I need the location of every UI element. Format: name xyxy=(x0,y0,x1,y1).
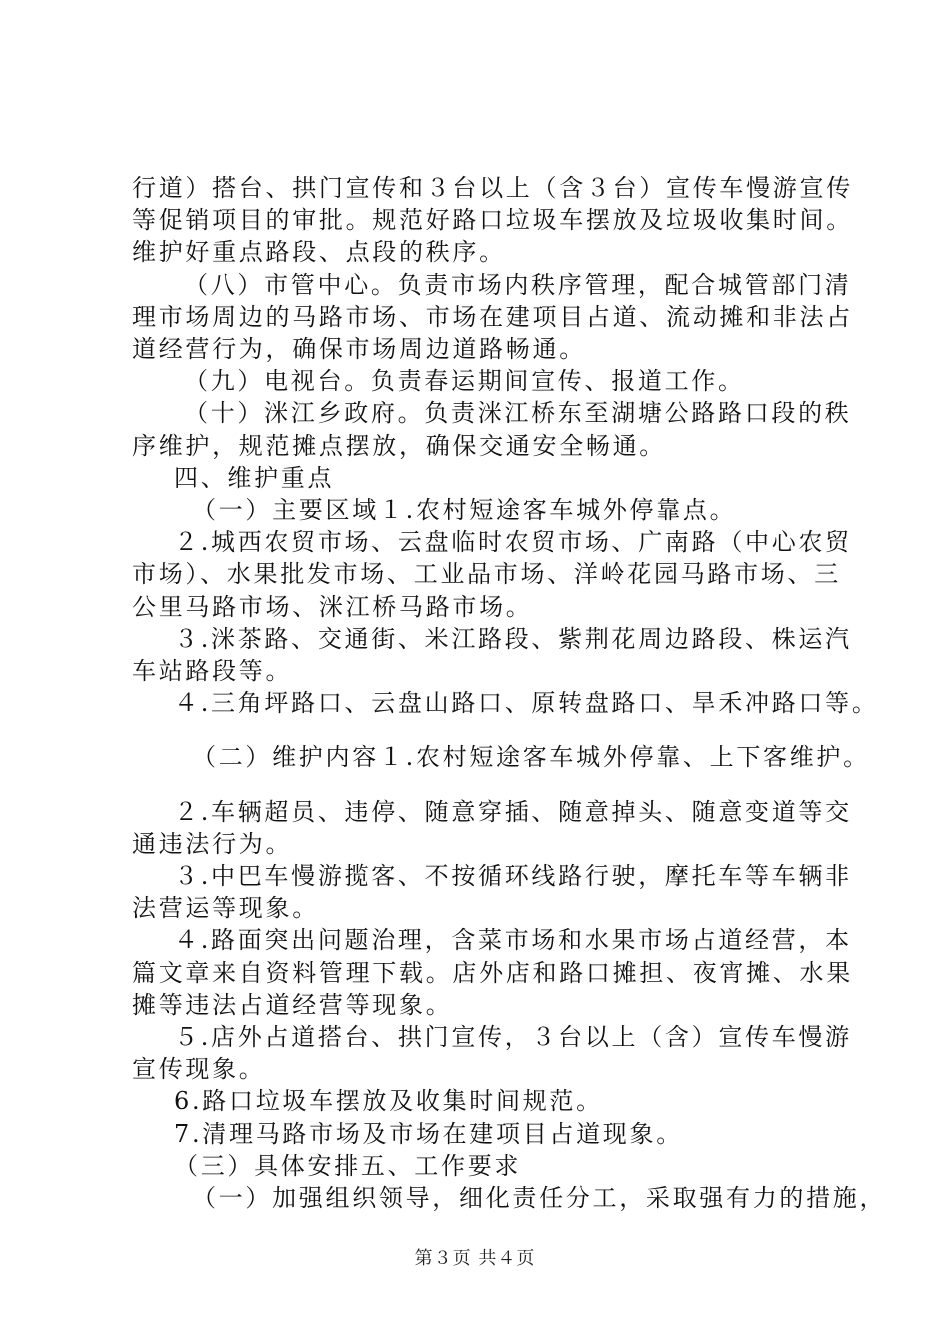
text-line: ２.车辆超员、违停、随意穿插、随意掉头、随意变道等交 xyxy=(174,797,852,826)
text-line: ４.三角坪路口、云盘山路口、原转盘路口、旱禾冲路口等。 xyxy=(174,689,879,718)
text-line: 法营运等现象。 xyxy=(132,894,319,923)
text-line: ２.城西农贸市场、云盘临时农贸市场、广南路（中心农贸 xyxy=(174,528,852,557)
text-line: 篇文章来自资料管理下载。店外店和路口摊担、夜宵摊、水果 xyxy=(132,958,853,987)
text-line: 道经营行为，确保市场周边道路畅通。 xyxy=(132,335,586,364)
text-line: 维护好重点路段、点段的秩序。 xyxy=(132,238,506,267)
text-line: 6.路口垃圾车摆放及收集时间规范。 xyxy=(174,1087,603,1116)
text-line: 7.清理马路市场及市场在建项目占道现象。 xyxy=(174,1119,683,1148)
text-line: （九）电视台。负责春运期间宣传、报道工作。 xyxy=(184,367,745,396)
text-line: ５.店外占道搭台、拱门宣传，３台以上（含）宣传车慢游 xyxy=(174,1023,852,1052)
text-line: 车站路段等。 xyxy=(132,657,293,686)
text-line: （一）主要区域１.农村短途客车城外停靠点。 xyxy=(192,496,737,525)
text-line: （一）加强组织领导，细化责任分工，采取强有力的措施， xyxy=(192,1184,887,1213)
text-line: 宣传现象。 xyxy=(132,1055,266,1084)
text-line: ３.洣茶路、交通街、米江路段、紫荆花周边路段、株运汽 xyxy=(174,624,852,653)
text-line: （二）维护内容１.农村短途客车城外停靠、上下客维护。 xyxy=(192,743,870,772)
text-line: （八）市管中心。负责市场内秩序管理，配合城管部门清 xyxy=(184,270,852,299)
text-line: 等促销项目的审批。规范好路口垃圾车摆放及垃圾收集时间。 xyxy=(132,206,853,235)
paragraph-gap xyxy=(132,719,832,741)
text-line: 公里马路市场、洣江桥马路市场。 xyxy=(132,592,533,621)
text-line: 通违法行为。 xyxy=(132,829,293,858)
text-line: （三）具体安排五、工作要求 xyxy=(174,1151,522,1180)
text-line: 行道）搭台、拱门宣传和３台以上（含３台）宣传车慢游宣传 xyxy=(132,174,853,202)
paragraph-gap xyxy=(132,774,832,796)
page-number: 第３页 共４页 xyxy=(414,1248,536,1269)
text-line: 理市场周边的马路市场、市场在建项目占道、流动摊和非法占 xyxy=(132,302,853,331)
text-line: 市场）、水果批发市场、工业品市场、洋岭花园马路市场、三 xyxy=(132,560,841,589)
text-line: ３.中巴车慢游揽客、不按循环线路行驶，摩托车等车辆非 xyxy=(174,862,852,891)
document-body xyxy=(132,172,887,1214)
section-heading: 四、维护重点 xyxy=(174,463,335,492)
text-line: 序维护，规范摊点摆放，确保交通安全畅通。 xyxy=(132,431,666,460)
text-line: 摊等违法占道经营等现象。 xyxy=(132,990,453,1019)
text-line: （十）洣江乡政府。负责洣江桥东至湖塘公路路口段的秩 xyxy=(184,399,852,428)
text-line: ４.路面突出问题治理，含菜市场和水果市场占道经营，本 xyxy=(174,926,852,955)
